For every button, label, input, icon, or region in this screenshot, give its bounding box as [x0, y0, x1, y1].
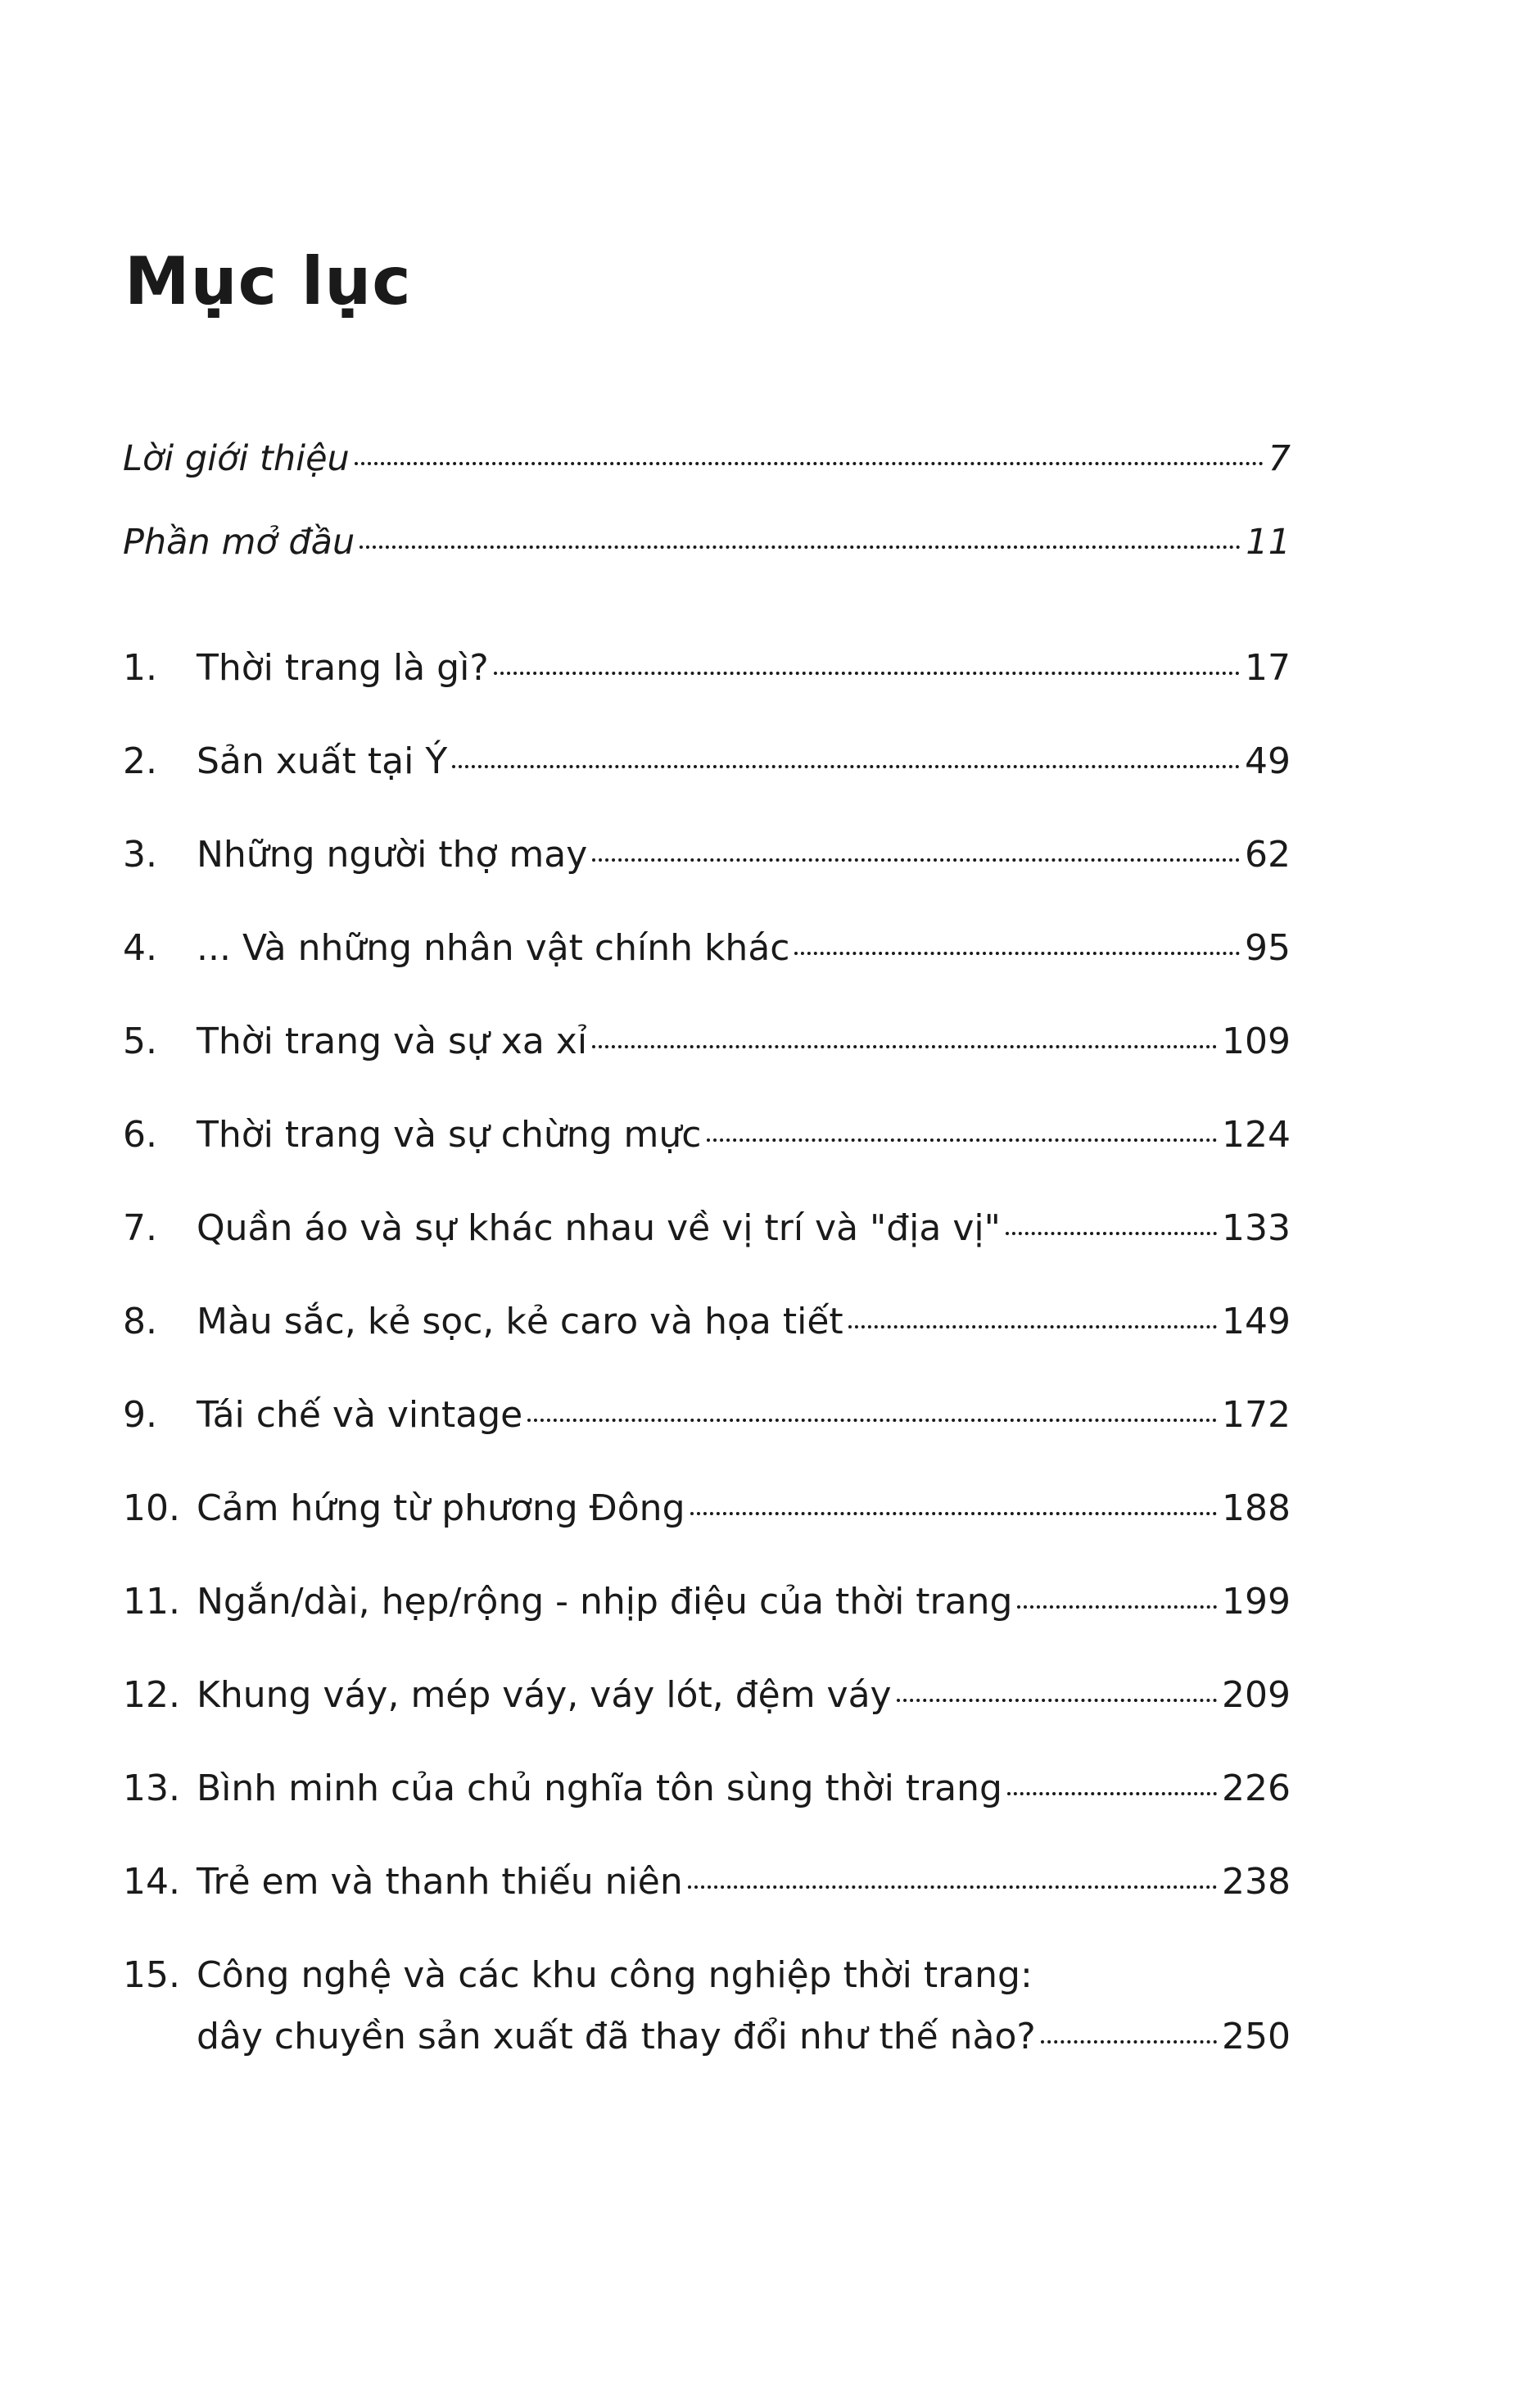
- dot-leader: [707, 1138, 1218, 1142]
- dot-leader: [592, 1045, 1217, 1048]
- chapter-title: Sản xuất tại Ý: [197, 740, 448, 782]
- chapter-number: 2.: [123, 740, 157, 782]
- chapter-page: 149: [1222, 1301, 1291, 1342]
- chapter-page: 62: [1245, 834, 1291, 876]
- chapter-page: 109: [1222, 1021, 1291, 1062]
- dot-leader: [527, 1419, 1217, 1422]
- chapter-number: 5.: [123, 1021, 157, 1062]
- toc-chapter-14[interactable]: [123, 1861, 1291, 1904]
- dot-leader: [1041, 2040, 1217, 2044]
- chapter-title: Màu sắc, kẻ sọc, kẻ caro và họa tiết: [197, 1301, 843, 1342]
- dot-leader: [848, 1325, 1217, 1328]
- chapter-title: Trẻ em và thanh thiếu niên: [197, 1861, 683, 1903]
- dot-leader: [794, 952, 1240, 955]
- toc-entry-intro[interactable]: [123, 438, 1291, 481]
- dot-leader: [1007, 1792, 1217, 1795]
- toc-chapter-11[interactable]: [123, 1581, 1291, 1624]
- dot-leader: [688, 1885, 1217, 1889]
- chapter-title: Khung váy, mép váy, váy lót, đệm váy: [197, 1674, 892, 1716]
- toc-chapter-4[interactable]: [123, 927, 1291, 971]
- chapter-page: 172: [1222, 1394, 1291, 1436]
- dot-leader: [452, 765, 1240, 768]
- toc-chapter-10[interactable]: [123, 1487, 1291, 1531]
- chapter-page: 133: [1222, 1207, 1291, 1249]
- toc-chapter-13[interactable]: [123, 1768, 1291, 1811]
- chapter-number: 8.: [123, 1301, 157, 1342]
- chapter-page: 209: [1222, 1674, 1291, 1716]
- toc-entry-label: Lời giới thiệu: [123, 438, 350, 479]
- toc-chapter-2[interactable]: [123, 740, 1291, 784]
- chapter-number: 10.: [123, 1487, 180, 1529]
- chapter-title: Những người thợ may: [197, 834, 588, 876]
- toc-entry-preface[interactable]: [123, 522, 1291, 564]
- chapter-title: Tái chế và vintage: [197, 1394, 523, 1436]
- chapter-title: Thời trang và sự chừng mực: [197, 1114, 702, 1156]
- chapter-title: ... Và những nhân vật chính khác: [197, 927, 790, 969]
- chapter-title: Bình minh của chủ nghĩa tôn sùng thời trang: [197, 1768, 1002, 1809]
- dot-leader: [897, 1699, 1217, 1702]
- chapter-title-line2: dây chuyền sản xuất đã thay đổi như thế nào?: [197, 2015, 1036, 2057]
- chapter-number: 15.: [123, 1954, 180, 1996]
- dot-leader: [1017, 1605, 1217, 1609]
- chapter-page: 250: [1222, 2015, 1291, 2057]
- chapter-number: 12.: [123, 1674, 180, 1716]
- chapter-page: 95: [1245, 927, 1291, 969]
- chapter-title: Thời trang là gì?: [197, 647, 489, 689]
- chapter-number: 11.: [123, 1581, 180, 1623]
- chapter-page: 226: [1222, 1768, 1291, 1809]
- chapter-number: 3.: [123, 834, 157, 876]
- toc-entry-page: 11: [1246, 522, 1291, 563]
- dot-leader: [690, 1512, 1218, 1515]
- toc-chapter-8[interactable]: [123, 1301, 1291, 1344]
- chapter-title-line1: Công nghệ và các khu công nghiệp thời trang:: [197, 1954, 1033, 1996]
- toc-chapter-5[interactable]: [123, 1021, 1291, 1064]
- dot-leader: [592, 858, 1240, 862]
- toc-entry-page: 7: [1268, 438, 1291, 479]
- page-title: Mục lục: [124, 243, 412, 319]
- chapter-number: 9.: [123, 1394, 157, 1436]
- toc-chapter-3[interactable]: [123, 834, 1291, 877]
- chapter-page: 49: [1245, 740, 1291, 782]
- chapter-number: 13.: [123, 1768, 180, 1809]
- chapter-title: Ngắn/dài, hẹp/rộng - nhịp điệu của thời trang: [197, 1581, 1013, 1623]
- toc-entry-label: Phần mở đầu: [123, 522, 355, 563]
- chapter-page: 188: [1222, 1487, 1291, 1529]
- toc-chapter-9[interactable]: [123, 1394, 1291, 1437]
- toc-chapter-1[interactable]: [123, 647, 1291, 690]
- toc-chapter-12[interactable]: [123, 1674, 1291, 1718]
- chapter-number: 14.: [123, 1861, 180, 1903]
- dot-leader: [360, 545, 1241, 549]
- chapter-page: 238: [1222, 1861, 1291, 1903]
- chapter-page: 124: [1222, 1114, 1291, 1156]
- dot-leader: [494, 672, 1240, 675]
- chapter-page: 199: [1222, 1581, 1291, 1623]
- chapter-title: Quần áo và sự khác nhau về vị trí và "địa vị": [197, 1207, 1001, 1249]
- chapter-title: Cảm hứng từ phương Đông: [197, 1487, 685, 1529]
- dot-leader: [355, 462, 1264, 465]
- dot-leader: [1006, 1232, 1217, 1235]
- chapter-number: 4.: [123, 927, 157, 969]
- toc-chapter-15[interactable]: [123, 1954, 1291, 2059]
- chapter-page: 17: [1245, 647, 1291, 689]
- toc-chapter-7[interactable]: [123, 1207, 1291, 1251]
- chapter-number: 6.: [123, 1114, 157, 1156]
- chapter-number: 7.: [123, 1207, 157, 1249]
- toc-chapter-6[interactable]: [123, 1114, 1291, 1157]
- chapter-number: 1.: [123, 647, 157, 689]
- chapter-title: Thời trang và sự xa xỉ: [197, 1021, 588, 1062]
